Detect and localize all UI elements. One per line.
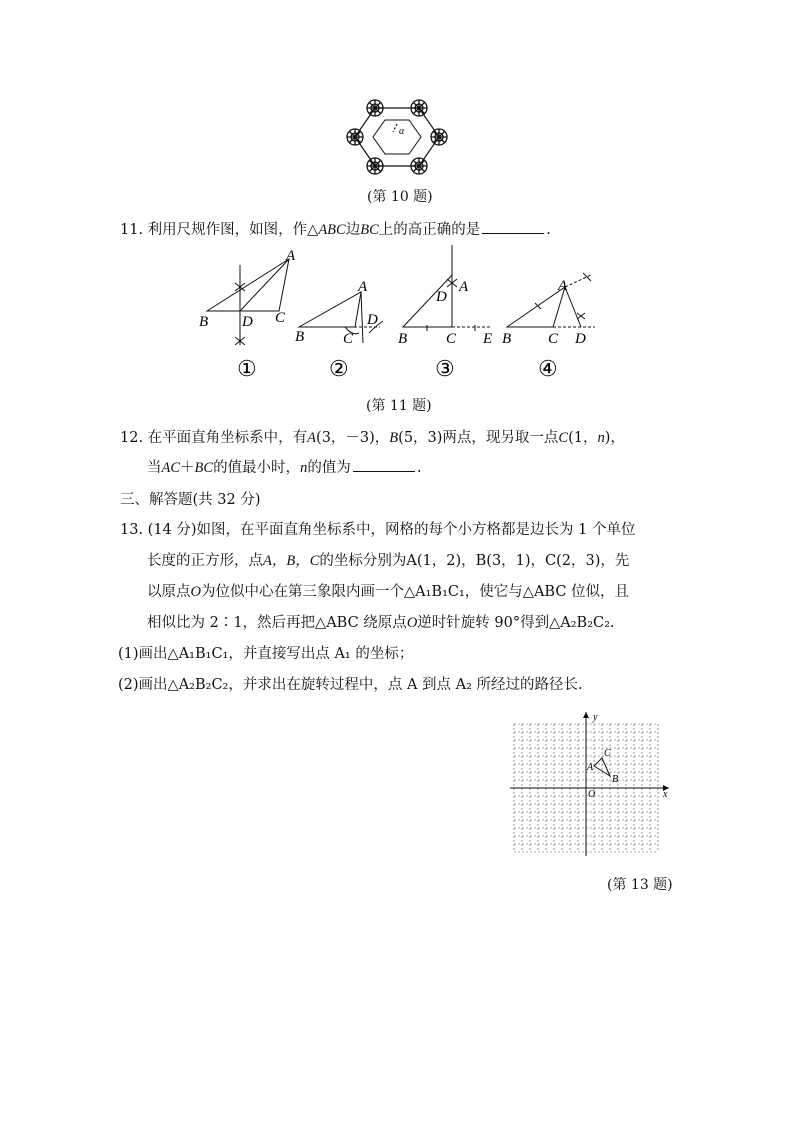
- q12-text-a: 在平面直角坐标系中，有: [147, 430, 308, 446]
- q10-caption: (第 10 题): [367, 189, 433, 205]
- q10-alpha-label: α: [399, 126, 405, 137]
- q12-end: .: [416, 460, 422, 476]
- q12-coord-c: (1，: [568, 430, 598, 446]
- q12-line2-a: 当: [147, 460, 162, 476]
- q11-bc: BC: [360, 222, 379, 238]
- q13-l2-b: 的坐标分别为: [319, 553, 407, 569]
- section3-title: 三、解答题(共 32 分): [120, 492, 261, 508]
- q11-f2-C: C: [343, 331, 354, 347]
- q11-f1-A: A: [286, 248, 296, 264]
- q13-line4: [147, 611, 615, 632]
- q13-number: 13.: [120, 522, 144, 538]
- q11-f2-A: A: [358, 279, 368, 295]
- q11-f1-B: B: [199, 314, 209, 330]
- q12-line1: [120, 426, 625, 447]
- q13-l4-b: 逆时针旋转 90°得到△A₂B₂C₂.: [417, 615, 615, 631]
- q11-label-4: ④: [538, 356, 558, 381]
- q11-f4-D: D: [575, 331, 586, 347]
- q11-number: 11.: [120, 222, 144, 238]
- q11-question: [120, 218, 551, 239]
- q11-f4-B: B: [502, 331, 512, 347]
- q13-axis-y-label: y: [593, 712, 598, 723]
- q11-f1-C: C: [275, 310, 286, 326]
- q11-f2-D: D: [367, 312, 378, 328]
- q11-answer-blank[interactable]: [482, 221, 544, 234]
- q13-l1: (14 分)如图，在平面直角坐标系中，网格的每个小方格都是边长为 1 个单位: [147, 522, 636, 538]
- q13-l2-a: 长度的正方形，点: [147, 553, 263, 569]
- q11-label-3: ③: [435, 356, 455, 381]
- q11-label-1: ①: [237, 356, 257, 381]
- q13-l3-o: O: [190, 584, 201, 600]
- q12-coord-b: (5，3)两点，现另取一点: [398, 430, 559, 446]
- q12-n2: n: [300, 460, 308, 476]
- q13-axis-x-label: x: [663, 789, 668, 800]
- q11-f3-D: D: [436, 289, 447, 305]
- q13-origin-label: O: [588, 789, 596, 800]
- q11-f3-C: C: [446, 331, 457, 347]
- q11-f4-C: C: [548, 331, 559, 347]
- q11-text-a: 利用尺规作图，如图，作△: [147, 222, 319, 238]
- q13-l4-o: O: [406, 615, 418, 631]
- q13-line2: [147, 549, 629, 570]
- q13-point-b-label: B: [612, 774, 619, 785]
- q12-plus: ＋: [180, 460, 195, 476]
- q12-ac: AC: [161, 460, 181, 476]
- q11-end: .: [546, 222, 551, 238]
- q11-f3-B: B: [398, 331, 408, 347]
- q11-label-2: ②: [329, 356, 349, 381]
- q11-f1-D: D: [242, 314, 253, 330]
- q13-caption: (第 13 题): [607, 877, 673, 893]
- q12-point-a: A: [307, 430, 317, 446]
- q11-f3-E: E: [483, 331, 493, 347]
- q11-f2-B: B: [295, 329, 305, 345]
- q12-line2-b: 的值最小时，: [213, 460, 301, 476]
- q13-sub2: (2)画出△A₂B₂C₂，并求出在旋转过程中，点 A 到点 A₂ 所经过的路径长.: [118, 677, 583, 693]
- q13-line1: [120, 518, 636, 539]
- q12-line2: [147, 456, 421, 477]
- q10-figure: [345, 96, 449, 178]
- q12-bc: BC: [194, 460, 214, 476]
- q13-y-arrow-icon: [583, 712, 589, 718]
- q11-abc: ABC: [318, 222, 346, 238]
- q13-line3: [147, 580, 629, 601]
- q11-text-c: 上的高正确的是: [378, 222, 481, 238]
- q13-grid-figure: [505, 708, 675, 858]
- q13-l3-a: 以原点: [147, 584, 191, 600]
- q11-text-b: 边: [345, 222, 361, 238]
- q12-answer-blank[interactable]: [353, 459, 415, 472]
- q11-caption: (第 11 题): [366, 398, 432, 414]
- q11-figures: [195, 245, 605, 385]
- q12-point-b: B: [389, 430, 399, 446]
- q13-l4-a: 相似比为 2∶1，然后再把△ABC 绕原点: [147, 615, 407, 631]
- q13-sub1: (1)画出△A₁B₁C₁，并直接写出点 A₁ 的坐标；: [118, 646, 414, 662]
- q13-l2-c: A(1，2)，B(3，1)，C(2，3)，先: [406, 553, 630, 569]
- q11-f4-A: A: [558, 278, 568, 294]
- q13-l3-b: 为位似中心在第三象限内画一个△A₁B₁C₁，使它与△ABC 位似，且: [200, 584, 630, 600]
- q13-point-c-label: C: [604, 748, 611, 759]
- q11-f3-A: A: [459, 279, 469, 295]
- q12-line2-c: 的值为: [307, 460, 351, 476]
- q12-coord-a: (3，－3)，: [316, 430, 390, 446]
- q13-point-a-label: A: [587, 762, 594, 773]
- q13-l2-pts: A，B，C: [263, 553, 320, 569]
- q12-n1: n: [597, 430, 605, 446]
- q12-point-c: C: [558, 430, 569, 446]
- q12-number: 12.: [120, 430, 144, 446]
- q12-close: )，: [604, 430, 625, 446]
